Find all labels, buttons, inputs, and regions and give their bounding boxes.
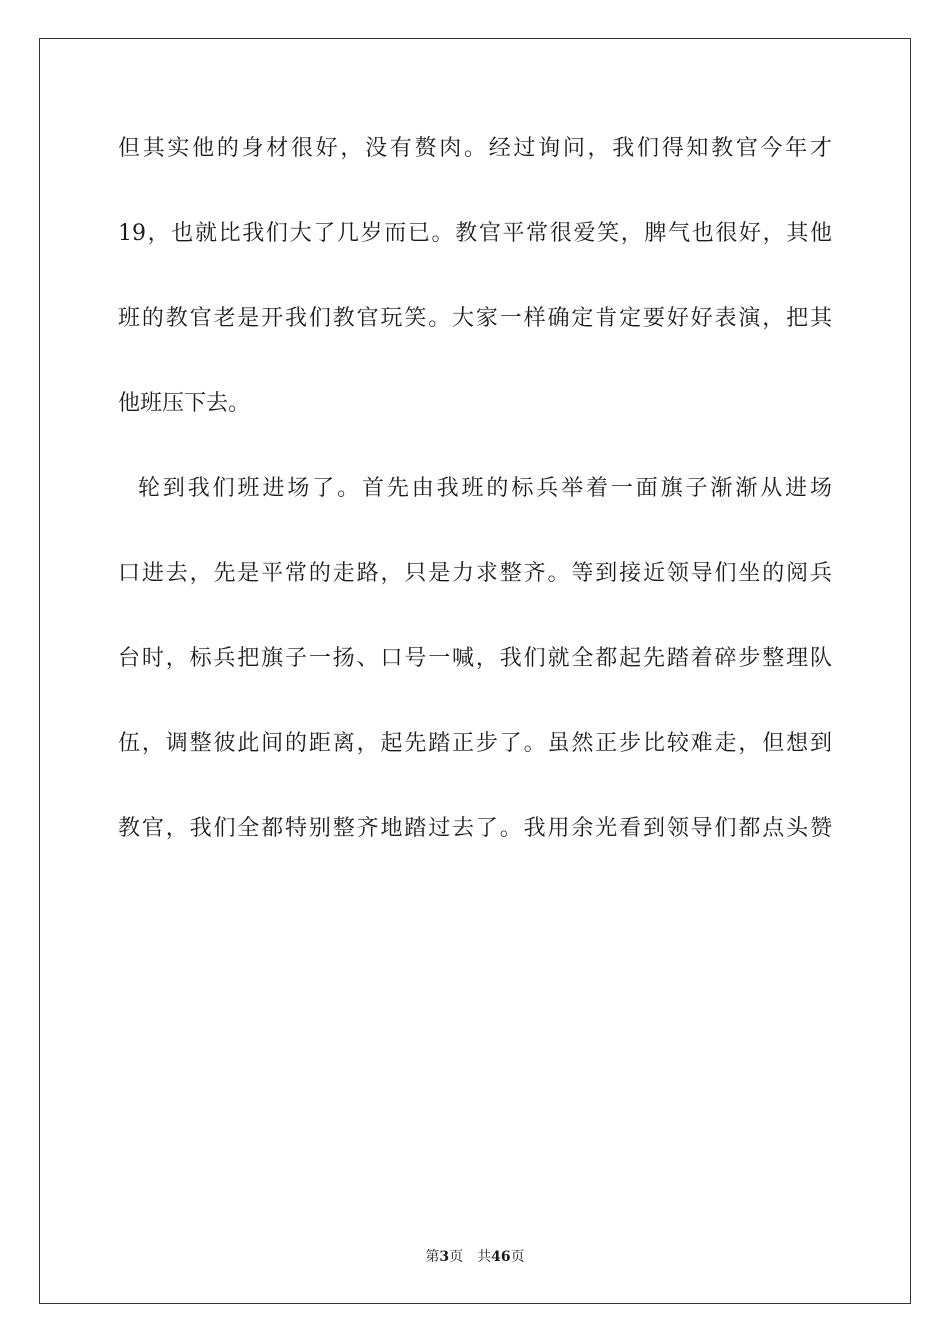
text-line-4: 他班压下去。 [118,391,251,416]
text-line-9: 教官，我们全都特别整齐地踏过去了。我用余光看到领导们都点头赞 [118,816,832,841]
page-suffix: 页 [449,1249,464,1265]
page-prefix: 第 [425,1249,440,1265]
total-suffix: 页 [510,1249,525,1265]
text-line-7: 台时，标兵把旗子一扬、口号一喊，我们就全都起先踏着碎步整理队 [118,646,832,671]
page-footer [0,1246,950,1266]
text-line-2: 19，也就比我们大了几岁而已。教官平常很爱笑，脾气也很好，其他 [118,221,832,246]
text-line-8: 伍，调整彼此间的距离，起先踏正步了。虽然正步比较难走，但想到 [118,731,832,756]
text-line-5: 轮到我们班进场了。首先由我班的标兵举着一面旗子渐渐从进场 [138,476,832,501]
total-prefix: 共 [477,1249,492,1265]
total-pages: 46 [491,1249,511,1265]
body-text [118,127,832,892]
text-line-6: 口进去，先是平常的走路，只是力求整齐。等到接近领导们坐的阅兵 [118,561,832,586]
page-number: 3 [439,1249,450,1265]
text-line-1: 但其实他的身材很好，没有赘肉。经过询问，我们得知教官今年才 [118,136,832,161]
text-line-3: 班的教官老是开我们教官玩笑。大家一样确定肯定要好好表演，把其 [118,306,832,331]
